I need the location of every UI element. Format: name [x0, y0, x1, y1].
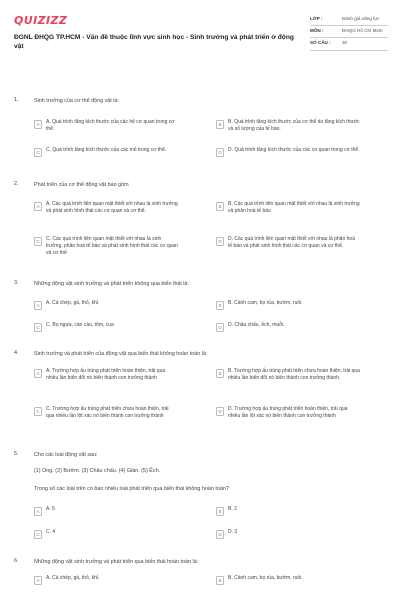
worksheet-title: ĐGNL ĐHQG TP.HCM - Vấn đề thuộc lĩnh vực sinh học - Sinh trưởng và phát triển ở động vật: [14, 34, 294, 50]
option-text: A. Các quá trình liên quan mật thiết với nhau là sinh trưởng và phát sinh hình thái các cơ quan và cơ thể.: [46, 201, 178, 214]
meta-row-class: [310, 14, 388, 26]
option-text: D. 3: [228, 529, 238, 535]
option-text: A. 5: [46, 506, 55, 512]
option-letter: B: [216, 576, 224, 585]
option-text: C. Các quá trình liên quan mật thiết với nhau là sinh trưởng, phân hoá tế bào và phát sinh hình thái các cơ quan và cơ thể: [46, 236, 178, 256]
question-text: Những động vật sinh trưởng và phát triển qua biến thái hoàn toàn là:: [34, 559, 199, 565]
question-number: 4.: [14, 350, 19, 356]
option-letter: D: [216, 148, 224, 157]
option-d[interactable]: [216, 236, 360, 250]
meta-key: LỚP :: [310, 16, 323, 21]
question-species-list: (1) Ong. (2) Bướm. (3) Châu chấu. (4) Gián. (5) Ếch.: [34, 468, 161, 474]
meta-value: 30: [342, 40, 348, 46]
option-letter: A: [34, 202, 42, 211]
question-text: Sinh trưởng của cơ thể động vật là:: [34, 98, 119, 104]
option-text: B. Cánh cam, bọ rùa, bướm, ruồi.: [228, 300, 303, 306]
option-c[interactable]: [34, 147, 178, 157]
question-number: 6.: [14, 558, 19, 564]
meta-key: SỐ CÂU :: [310, 40, 331, 46]
option-letter: D: [216, 407, 224, 416]
option-b[interactable]: [216, 368, 360, 382]
option-letter: D: [216, 530, 224, 539]
option-a[interactable]: [34, 506, 178, 516]
option-letter: A: [34, 507, 42, 516]
option-b[interactable]: [216, 575, 360, 585]
option-b[interactable]: [216, 201, 360, 215]
option-text: D. Các quá trình liên quan mật thiết với nhau là phân hoá tế bào và phát sinh hình thái các cơ quan và cơ thể.: [228, 236, 355, 249]
question-number: 5.: [14, 451, 19, 457]
option-text: D. Châu chấu, ếch, muỗi.: [228, 322, 285, 328]
option-letter: B: [216, 369, 224, 378]
option-d[interactable]: [216, 147, 360, 157]
meta-row-count: [310, 38, 388, 50]
meta-value: Đánh giá năng lực: [342, 16, 380, 21]
option-c[interactable]: [34, 236, 178, 256]
option-letter: B: [216, 202, 224, 211]
option-a[interactable]: [34, 201, 178, 215]
question-text: Cho các loài động vật sau:: [34, 452, 98, 458]
option-d[interactable]: [216, 322, 360, 332]
option-text: C. 4: [46, 529, 56, 535]
option-a[interactable]: [34, 368, 178, 382]
option-d[interactable]: [216, 529, 360, 539]
option-text: A. Trường hợp ấu trùng phát triển hoàn thiện, trải qua nhiều lần biến đổi nó biến thành con trưởng thành: [46, 368, 166, 381]
question-text: Phát triển của cơ thể động vật bao gồm: [34, 182, 129, 188]
option-text: D. Trường hợp ấu trùng phát triển hoàn thiện, trải qua nhiều lần lột xác nó biến thành con trưởng thành: [228, 406, 348, 419]
option-c[interactable]: [34, 529, 178, 539]
option-text: B. Cánh cam, bọ rùa, bướm, ruồi.: [228, 575, 303, 581]
option-text: B. Các quá trình liên quan mật thiết với nhau là sinh trưởng và phân hoá tế bào: [228, 201, 360, 214]
option-c[interactable]: [34, 322, 178, 332]
option-letter: C: [34, 530, 42, 539]
option-text: A. Cá chép, gà, thỏ, khỉ.: [46, 575, 100, 581]
option-text: C. Quá trình tăng kích thước của các mô trong cơ thể.: [46, 147, 167, 153]
option-letter: B: [216, 301, 224, 310]
option-letter: C: [34, 237, 42, 246]
option-c[interactable]: [34, 406, 178, 420]
meta-key: MÔN :: [310, 28, 324, 34]
option-d[interactable]: [216, 406, 360, 420]
option-text: B. Quá trình tăng kích thước của cơ thể do tăng kích thước và số lượng của tế bào.: [228, 119, 360, 132]
option-text: B. 2: [228, 506, 237, 512]
option-letter: D: [216, 323, 224, 332]
option-letter: B: [216, 120, 224, 129]
question-number: 1.: [14, 97, 19, 103]
option-letter: A: [34, 576, 42, 585]
option-text: C. Bọ ngựa, cào cào, tôm, cua: [46, 322, 114, 328]
option-b[interactable]: [216, 119, 360, 133]
option-letter: A: [34, 369, 42, 378]
option-text: A. Cá chép, gà, thỏ, khỉ.: [46, 300, 100, 306]
option-letter: C: [34, 323, 42, 332]
option-a[interactable]: [34, 119, 178, 133]
meta-panel: [310, 14, 388, 51]
option-text: A. Quá trình tăng kích thước của các hệ cơ quan trong cơ thể.: [46, 119, 175, 132]
question-text: Những động vật sinh trưởng và phát triển không qua biến thái là:: [34, 281, 189, 287]
question-prompt: Trong số các loài trên có bao nhiêu loài phát triển qua biến thái không hoàn toàn?: [34, 486, 229, 492]
option-a[interactable]: [34, 300, 178, 310]
option-b[interactable]: [216, 300, 360, 310]
option-a[interactable]: [34, 575, 178, 585]
option-text: D. Quá trình tăng kích thước của các cơ quan trong cơ thể.: [228, 147, 360, 153]
meta-row-subject: [310, 26, 388, 38]
option-letter: C: [34, 407, 42, 416]
question-number: 2.: [14, 181, 19, 187]
option-b[interactable]: [216, 506, 360, 516]
quizizz-logo: QUIZIZZ: [14, 14, 68, 27]
option-letter: A: [34, 301, 42, 310]
question-text: Sinh trưởng và phát triển của động vật qua biến thái không hoàn toàn là:: [34, 351, 208, 357]
option-letter: D: [216, 237, 224, 246]
option-letter: B: [216, 507, 224, 516]
option-text: C. Trường hợp ấu trùng phát triển chưa hoàn thiện, trải qua nhiều lần lột xác nó biến thành con trưởng thành: [46, 406, 169, 419]
meta-value: ĐHQG Hồ Chí Minh: [342, 28, 383, 34]
option-letter: A: [34, 120, 42, 129]
option-letter: C: [34, 148, 42, 157]
question-number: 3.: [14, 280, 19, 286]
option-text: B. Trường hợp ấu trùng phát triển chưa hoàn thiện, trải qua nhiều lần biến đổi nó biến thành con trưởng thành.: [228, 368, 360, 381]
